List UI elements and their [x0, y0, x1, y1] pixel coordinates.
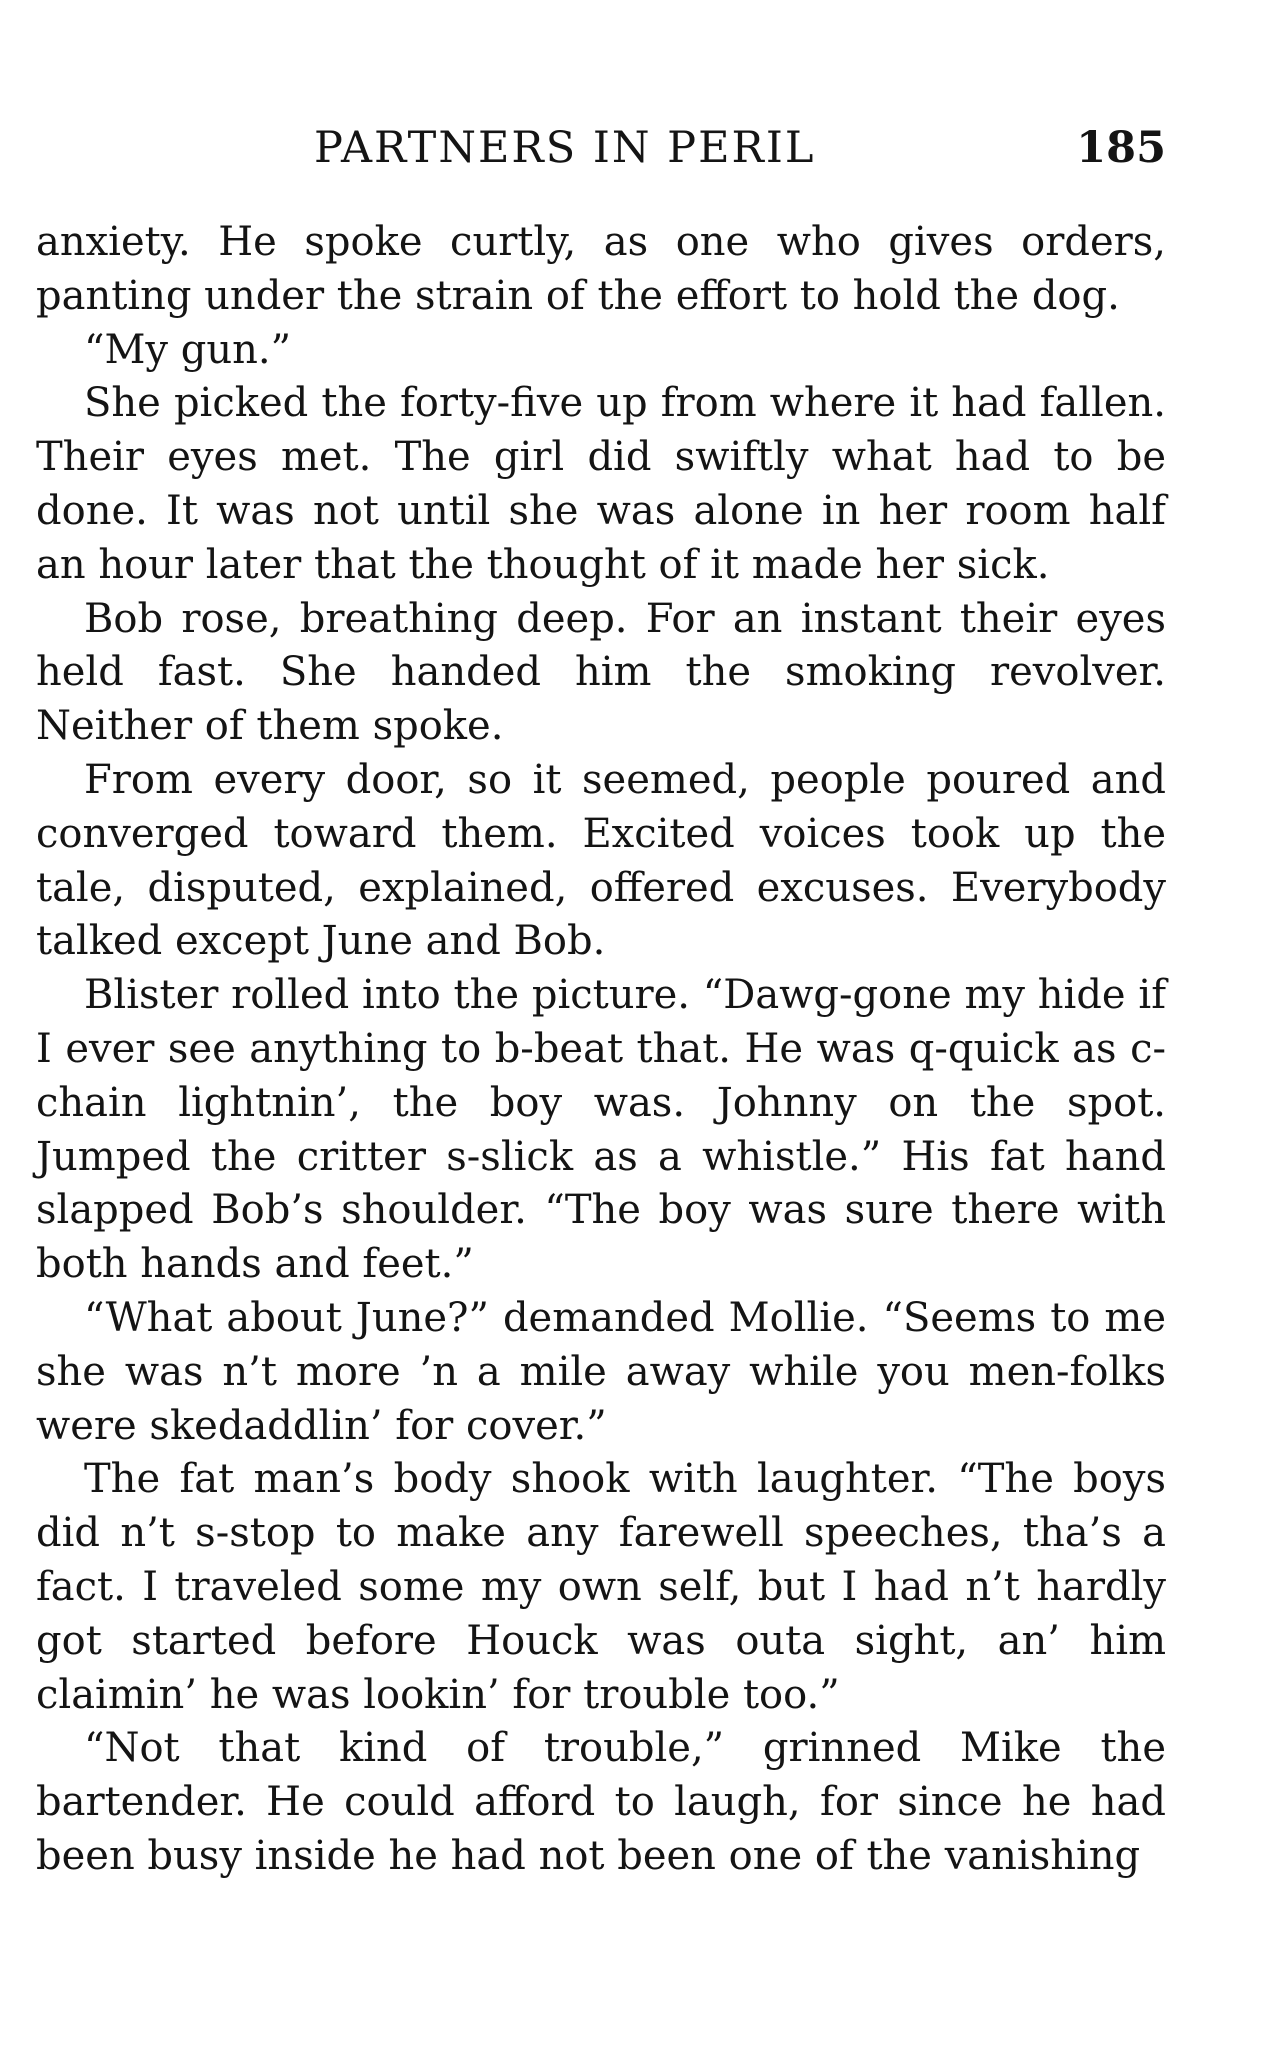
paragraph: Blister rolled into the picture. “Dawg-gone my hide if I ever see anything to b-beat that. He was q-quick as c-chain lightnin’, the boy was. Johnny on the spot. Jumped the critter s-slick as a whistle.” His fat hand slapped Bob’s shoulder. “The boy was sure there with both hands and feet.” — [36, 972, 1166, 1288]
paragraph: “What about June?” demanded Mollie. “Seems to me she was n’t more ’n a mile away while you men-folks were skedaddlin’ for cover.” — [36, 1294, 1166, 1449]
paragraph: “Not that kind of trouble,” grinned Mike the bartender. He could afford to laugh, for since he had been busy inside he had not been one of the vanishing — [36, 1725, 1166, 1879]
paragraph: “My gun.” — [84, 326, 292, 373]
running-title: PARTNERS IN PERIL — [314, 123, 816, 173]
paragraph: From every door, so it seemed, people poured and converged toward them. Excited voices took up the tale, disputed, explained, offered excuses. Everybody talked except June and Bob. — [36, 756, 1166, 965]
page-number: 185 — [1076, 123, 1166, 173]
running-head — [36, 118, 1166, 178]
paragraph: anxiety. He spoke curtly, as one who gives orders, panting under the strain of the effort to hold the dog. — [36, 219, 1166, 319]
paragraph: Bob rose, breathing deep. For an instant their eyes held fast. She handed him the smoking revolver. Neither of them spoke. — [36, 595, 1166, 750]
body-text — [36, 216, 1166, 1884]
paragraph: The fat man’s body shook with laughter. “The boys did n’t s-stop to make any farewell speeches, tha’s a fact. I traveled some my own self, but I had n’t hardly got started before Houck was outa sight, an’ him claimin’ he was lookin’ for trouble too.” — [36, 1456, 1166, 1718]
paragraph: She picked the forty-five up from where it had fallen. Their eyes met. The girl did swiftly what had to be done. It was not until she was alone in her room half an hour later that the thought of it made her sick. — [36, 380, 1166, 588]
